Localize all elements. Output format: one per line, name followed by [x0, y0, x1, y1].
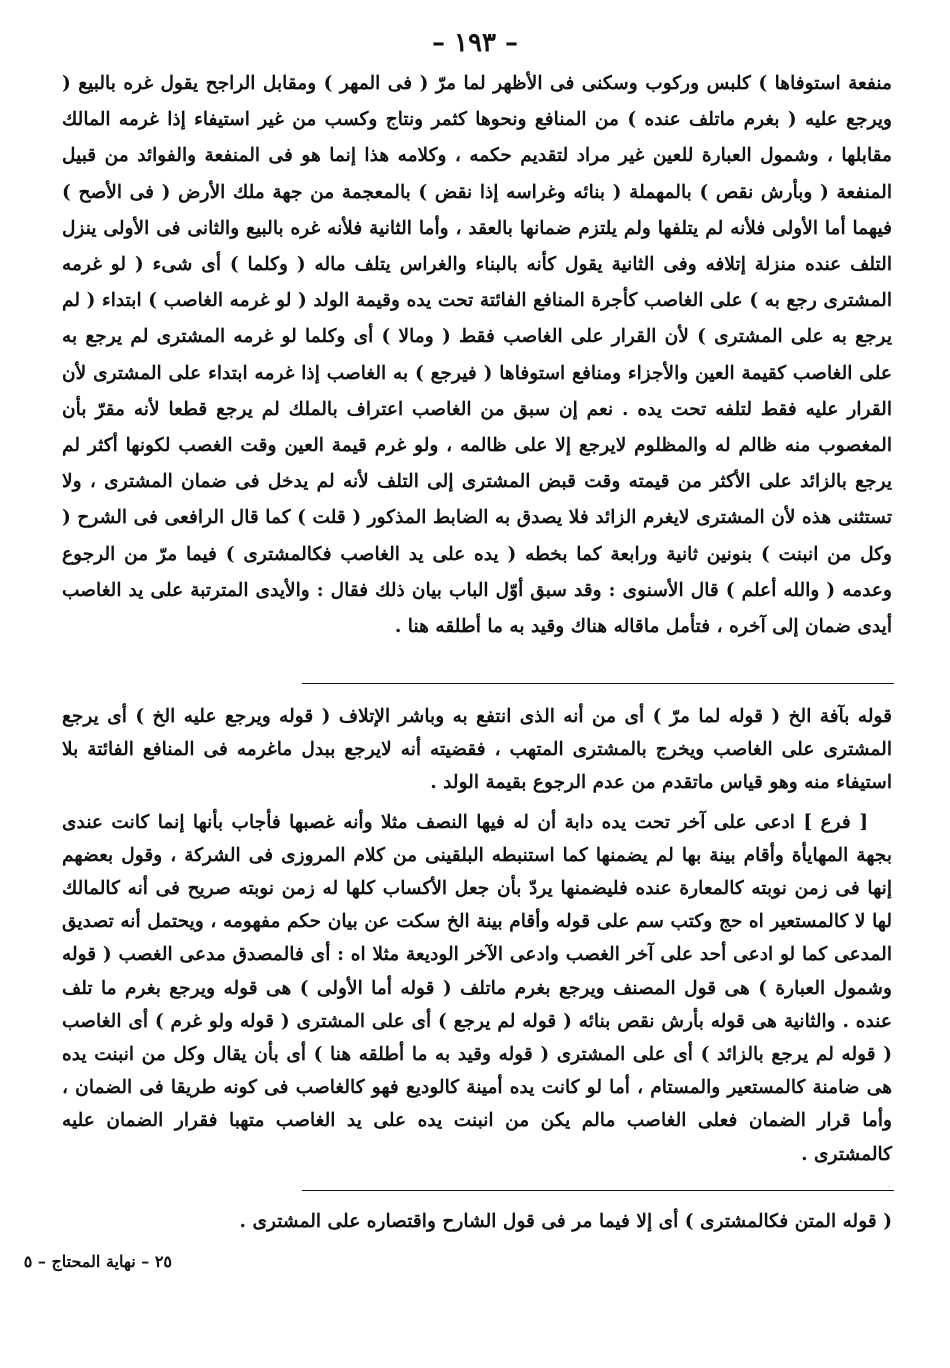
signature-footer: ٢٥ – نهاية المحتاج – ٥: [23, 1252, 172, 1271]
divider-rule-second: [302, 1190, 894, 1191]
note-paragraph: [ فرع ] ادعى على آخر تحت يده دابة أن له فيها النصف مثلا وأنه غصبها فأجاب بأنها إنما كانت عندى بجهة المهايأة وأقام بينة بها لم يضمنها كما استنبطه البلقينى من كلام المروزى فى الشركة ، وقول بعضهم إنها فى زمن نوبته كالمعارة عنده فليضمنها يردّ بأن جعل الأكساب كلها له زمن نوبته صريح فى أنه كالمالك لها لا كالمستعير اه حج وكتب سم على قوله وأقام بينة الخ سكت عن بيان حكم مفهومه ، ويحتمل أنه تصديق المدعى كما لو ادعى أحد على آخر الغصب وادعى الآخر الوديعة مثلا اه : أى فالمصدق مدعى الغصب ( قوله وشمول العبارة ) هى قول المصنف ويرجع بغرم ماتلف ( قوله أما الأولى ) هى قوله ويرجع بغرم ما تلف عنده . والثانية هى قوله بأرش نقص بنائه ( قوله لم يرجع ) أى على المشترى ( قوله ولو غرم ) أى الغاصب ( قوله لم يرجع بالزائد ) أى على المشترى ( قوله وقيد به ما أطلقه هنا ) أى بأن يقال وكل من انبنت يده هى ضامنة كالمستعير والمستام ، أما لو كانت يده أمينة كالوديع فهو كالغاصب فى كونه طريقا فى الضمان ، وأما قرار الضمان فعلى الغاصب مالم يكن من انبنت يده على يد الغاصب متهبا فقرار الضمان عليه كالمشترى .: [62, 811, 892, 1165]
extra-note: ( قوله المتن فكالمشترى ) أى إلا فيما مر فى قول الشارح واقتصاره على المشترى .: [239, 1211, 892, 1232]
page-number: – ١٩٣ –: [431, 28, 519, 58]
note-paragraph: قوله بآفة الخ ( قوله لما مرّ ) أى من أنه الذى انتفع به وباشر الإتلاف ( قوله ويرجع عليه الخ ) أى يرجع المشترى على الغاصب ويخرج بالمشترى المتهب ، فقضيته أنه لايرجع ببدل ماغرمه فى المنافع الفائتة بلا استيفاء منه وهو قياس ماتقدم من عدم الرجوع بقيمة الولد .: [62, 706, 892, 794]
commentary-notes: [62, 700, 892, 1177]
main-text: منفعة استوفاها ) كلبس وركوب وسكنى فى الأظهر لما مرّ ( فى المهر ) ومقابل الراجح يقول غره بالبيع ( ويرجع عليه ( بغرم ماتلف عنده ) من المنافع ونحوها كثمر ونتاج وكسب من غير استيفاء إذا غرمه المالك مقابلها ، وشمول العبارة للعين غير مراد لتقديم حكمه ، وكلامه هذا إنما هو فى المنفعة والفوائد من قبيل المنفعة ( وبأرش نقص ) بالمهملة ( بنائه وغراسه إذا نقض ) بالمعجمة من جهة ملك الأرض ( فى الأصح ) فيهما أما الأولى فلأنه لم يتلفها ولم يلتزم ضمانها بالعقد ، وأما الثانية فلأنه غره بالبيع والثانى فى الأولى ينزل التلف عنده منزلة إتلافه وفى الثانية يقول كأنه بالبناء والغراس يتلف ماله ( وكلما ) أى شىء ( لو غرمه المشترى رجع به ) على الغاصب كأجرة المنافع الفائتة تحت يده وقيمة الولد ( لو غرمه الغاصب ) ابتداء ( لم يرجع به على المشترى ) لأن القرار على الغاصب فقط ( ومالا ) أى وكلما لو غرمه المشترى لم يرجع به على الغاصب كقيمة العين والأجزاء ومنافع استوفاها ( فيرجع ) به الغاصب إذا غرمه ابتداء على المشترى لأن القرار عليه فقط لتلفه تحت يده . نعم إن سبق من الغاصب اعتراف بالملك لم يرجع قطعا لأنه مقرّ بأن المغصوب منه ظالم له والمظلوم لايرجع إلا على ظالمه ، ولو غرم قيمة العين وقت الغصب لكونها أكثر لم يرجع بالزائد على الأكثر من قيمته وقت قبض المشترى إلى التلف لأنه لم يدخل فى ضمان المشترى ، ولا تستثنى هذه لأن المشترى لايغرم الزائد فلا يصدق به الضابط المذكور ( قلت ) كما قال الرافعى فى الشرح ( وكل من انبنت ) بنونين ثانية ورابعة كما بخطه ( يده على يد الغاصب فكالمشترى ) فيما مرّ من الرجوع وعدمه ( والله أعلم ) قال الأسنوى : وقد سبق أوّل الباب بيان ذلك فقال : والأيدى المترتبة على يد الغاصب أيدى ضمان إلى آخره ، فتأمل ماقاله هناك وقيد به ما أطلقه هنا .: [62, 73, 892, 638]
divider-rule: [302, 683, 894, 684]
